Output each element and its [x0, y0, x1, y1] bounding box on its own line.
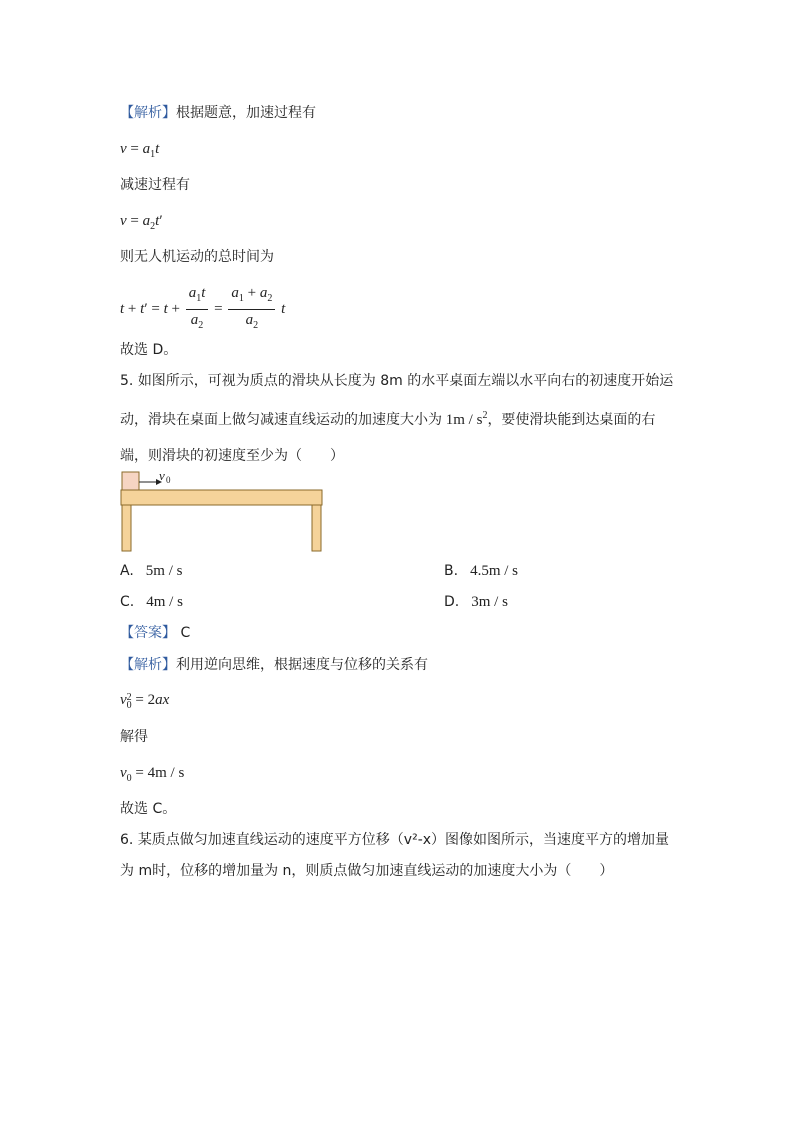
option-c-value: 4m / s [146, 594, 183, 610]
q5-line-1 [120, 371, 673, 391]
q5-line-2 [120, 406, 655, 430]
answer-tag: 【答案】 [120, 625, 176, 641]
total-time-text: 则无人机运动的总时间为 [120, 249, 274, 265]
q5-number: 5. [120, 373, 134, 389]
option-a-letter: A. [120, 563, 134, 579]
analysis-text: 根据题意，加速过程有 [176, 105, 316, 121]
q5-analysis-text: 利用逆向思维，根据速度与位移的关系有 [176, 657, 428, 673]
answer-line [120, 623, 190, 643]
velocity-label-sub: 0 [166, 475, 171, 485]
equation-v0-squared: v $_{2 0}$ = 2ax [120, 692, 170, 711]
equation-accel: $v = a_1t$ [120, 141, 160, 160]
q5-line-3: 端，则滑块的初速度至少为（ ） [120, 448, 344, 464]
option-b-letter: B. [444, 563, 459, 579]
answer-value: C [180, 625, 191, 641]
q5-analysis-line [120, 655, 428, 675]
q5-conclusion: 故选 C。 [120, 801, 177, 817]
option-b-value: 4.5m / s [470, 563, 518, 579]
prev-conclusion: 故选 D。 [120, 342, 178, 358]
q6-line-2: 为 m时，位移的增加量为 n，则质点做匀加速直线运动的加速度大小为（ ） [120, 863, 614, 879]
option-d-letter: D. [444, 594, 460, 610]
solve-text: 解得 [120, 729, 148, 745]
q5-text-2a: 动，滑块在桌面上做匀减速直线运动的加速度大小为 [120, 412, 442, 428]
q5-accel-value: $1m / s^2$ [442, 410, 488, 428]
option-a[interactable] [120, 561, 182, 581]
option-c-letter: C. [120, 594, 135, 610]
equation-total-time: t + t′ = t + $\frac{a_1t}{a_2}$ = $\frac{a_1 + a_2}{a_2}$ t [120, 285, 286, 331]
equation-v0-result: $v_0 = 4m / s$ [120, 765, 185, 784]
velocity-label: v [159, 468, 165, 483]
equation-decel: $v = a_2t'$ [120, 213, 163, 232]
table-leg-left [122, 505, 131, 551]
option-a-value: 5m / s [145, 563, 183, 579]
option-b[interactable] [444, 561, 518, 581]
q6-number: 6. [120, 832, 134, 848]
q5-analysis-tag: 【解析】 [120, 657, 176, 673]
q6-text-1: 某质点做匀加速直线运动的速度平方位移（v²-x）图像如图所示，当速度平方的增加量 [137, 832, 670, 848]
option-d[interactable] [444, 592, 508, 612]
q5-figure-table [118, 468, 328, 556]
decel-text: 减速过程有 [120, 177, 190, 193]
analysis-tag: 【解析】 [120, 105, 176, 121]
option-d-value: 3m / s [471, 594, 508, 610]
slider-block [122, 472, 139, 490]
table-top [121, 490, 322, 505]
q5-text-2b: ，要使滑块能到达桌面的右 [487, 412, 656, 428]
option-c[interactable] [120, 592, 183, 612]
q5-text-1: 如图所示，可视为质点的滑块从长度为 8m 的水平桌面左端以水平向右的初速度开始运 [137, 373, 674, 389]
analysis-line [120, 103, 316, 123]
table-leg-right [312, 505, 321, 551]
q6-line-1 [120, 830, 669, 850]
